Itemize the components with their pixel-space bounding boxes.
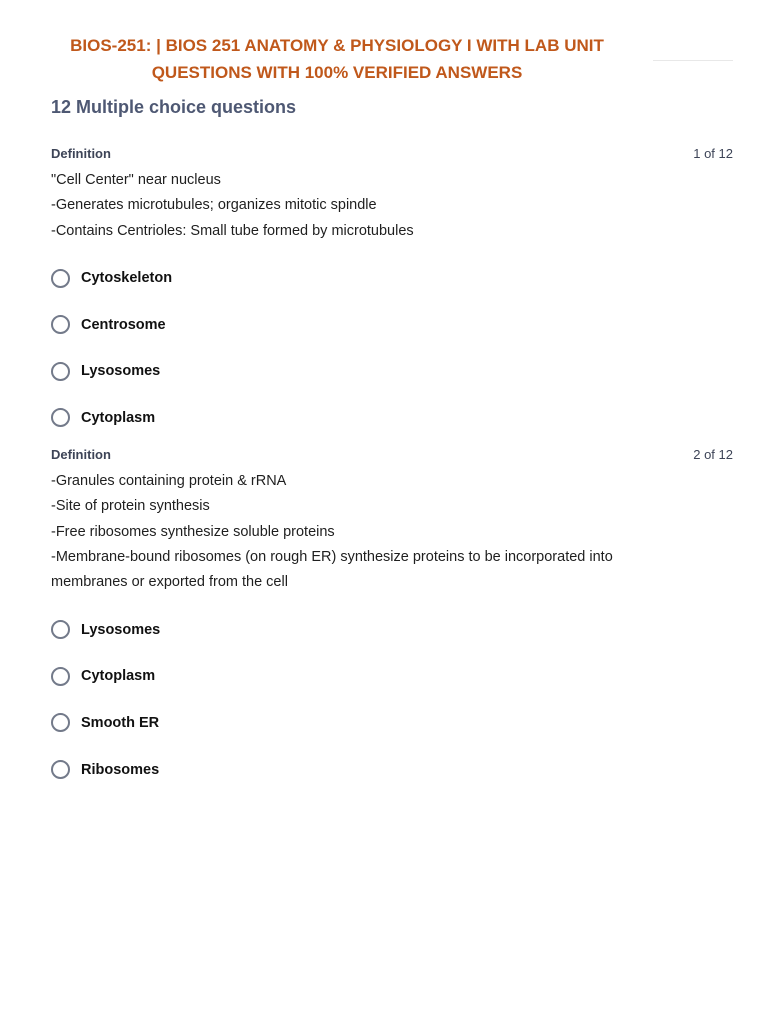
answer-option-cytoplasm[interactable] [51,395,733,442]
answer-option-ribosomes[interactable] [51,746,733,793]
answer-option-label: Lysosomes [81,363,161,380]
prompt-line: -Site of protein synthesis [51,498,210,515]
answer-option-label: Centrosome [81,316,166,333]
answer-option-label: Cytoplasm [81,409,156,426]
question-type-label: Definition [51,146,111,161]
question-card-1 [51,146,733,441]
question-type-label: Definition [51,447,111,462]
question-counter: 1 of 12 [693,146,733,161]
answer-options [51,255,733,441]
answer-option-label: Cytoskeleton [81,270,173,287]
question-counter: 2 of 12 [693,447,733,462]
prompt-line: -Free ribosomes synthesize soluble proteins [51,523,335,540]
answer-option-lysosomes[interactable] [51,606,733,653]
header-divider [653,60,733,61]
answer-option-smooth-er[interactable] [51,700,733,747]
answer-options [51,606,733,792]
radio-button[interactable] [51,269,70,288]
question-prompt [51,168,733,244]
prompt-line: -Membrane-bound ribosomes (on rough ER) synthesize proteins to be incorporated into [51,548,613,565]
answer-option-lysosomes[interactable] [51,348,733,395]
prompt-line: -Contains Centrioles: Small tube formed by microtubules [51,222,414,239]
prompt-line: "Cell Center" near nucleus [51,172,221,188]
answer-option-centrosome[interactable] [51,301,733,348]
answer-option-label: Ribosomes [81,761,160,778]
question-set-heading: 12 Multiple choice questions [51,97,297,117]
question-prompt [51,469,733,595]
radio-button[interactable] [51,315,70,334]
radio-button[interactable] [51,760,70,779]
answer-option-label: Smooth ER [81,714,160,731]
question-card-2 [51,447,733,793]
prompt-line: -Generates microtubules; organizes mitotic spindle [51,197,377,214]
radio-button[interactable] [51,713,70,732]
answer-option-label: Cytoplasm [81,668,156,685]
document-title [28,32,646,86]
document-title-line-2: QUESTIONS WITH 100% VERIFIED ANSWERS [151,63,523,82]
radio-button[interactable] [51,620,70,639]
answer-option-label: Lysosomes [81,621,161,638]
answer-option-cytoplasm[interactable] [51,653,733,700]
document-title-line-1: BIOS-251: | BIOS 251 ANATOMY & PHYSIOLOGY I WITH LAB UNIT [70,36,604,55]
prompt-line: -Granules containing protein & rRNA [51,473,287,489]
radio-button[interactable] [51,408,70,427]
prompt-line: membranes or exported from the cell [51,574,288,591]
radio-button[interactable] [51,362,70,381]
answer-option-cytoskeleton[interactable] [51,255,733,302]
radio-button[interactable] [51,667,70,686]
